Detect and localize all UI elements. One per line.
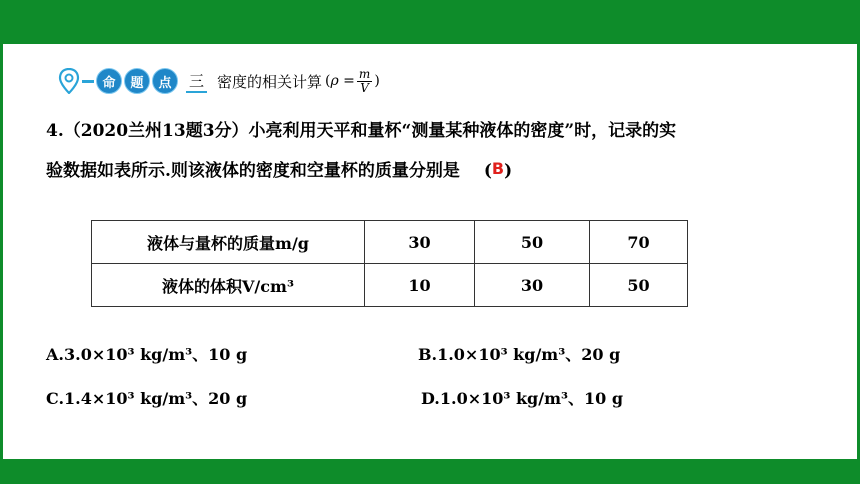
left-green-edge: [0, 44, 3, 459]
data-table: [91, 220, 688, 307]
question-line-1: 4.（2020兰州13题3分）小亮利用天平和量杯“测量某种液体的密度”时，记录的实: [46, 121, 677, 141]
formula-open-paren: (: [325, 73, 331, 89]
table-cell: 液体与量杯的质量m/g: [92, 221, 365, 264]
section-heading: [58, 62, 380, 100]
answer-paren-close: ): [504, 161, 513, 181]
badge-2: 题: [124, 68, 150, 94]
table-cell: 10: [365, 264, 475, 307]
badge-3: 点: [152, 68, 178, 94]
formula-close-paren: ): [374, 73, 380, 89]
question-text: [46, 112, 826, 190]
option-b: B.1.0×10³ kg/m³、20 g: [418, 345, 621, 364]
density-formula: [325, 68, 380, 95]
table-cell: 30: [365, 221, 475, 264]
answer-letter: B: [491, 159, 505, 178]
question-line-2: [46, 150, 826, 190]
formula-denominator: V: [360, 80, 369, 95]
table-cell: 30: [475, 264, 590, 307]
table-row: [92, 221, 688, 264]
bottom-green-bar: [0, 459, 860, 484]
formula-lhs: ρ =: [330, 73, 355, 89]
table-cell: 液体的体积V/cm³: [92, 264, 365, 307]
answer-bracket: [484, 161, 512, 181]
topic-title: [217, 68, 380, 95]
option-a: A.3.0×10³ kg/m³、10 g: [46, 345, 248, 364]
location-pin-icon: [58, 68, 80, 94]
badge-1: 命: [96, 68, 122, 94]
topic-number: 三: [186, 70, 207, 93]
topic-title-text: 密度的相关计算: [217, 72, 323, 91]
formula-numerator: m: [358, 66, 371, 81]
answer-paren-open: (: [483, 161, 492, 181]
option-d: D.1.0×10³ kg/m³、10 g: [421, 389, 624, 408]
table-cell: 50: [590, 264, 688, 307]
formula-fraction: [357, 68, 372, 95]
table-cell: 70: [590, 221, 688, 264]
table-row: [92, 264, 688, 307]
top-green-bar: [0, 0, 860, 44]
decor-line: [82, 80, 94, 83]
option-c: C.1.4×10³ kg/m³、20 g: [46, 389, 248, 408]
question-line-2-text: 验数据如表所示.则该液体的密度和空量杯的质量分别是: [46, 161, 460, 181]
table-cell: 50: [475, 221, 590, 264]
